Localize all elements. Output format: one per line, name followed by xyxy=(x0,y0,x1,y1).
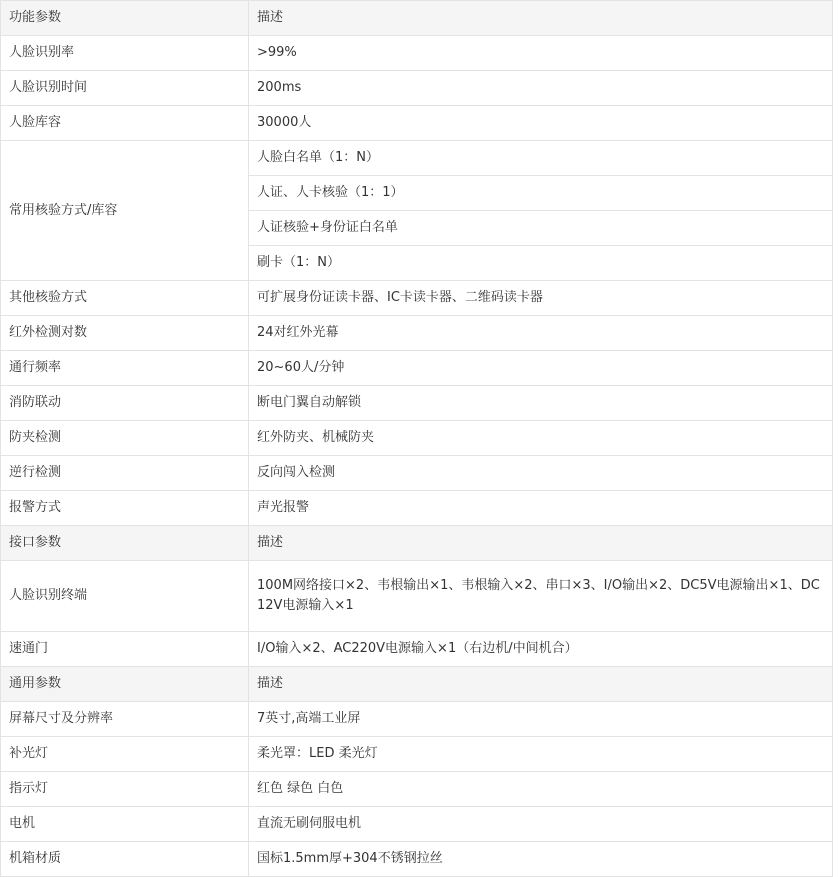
header-cell: 描述 xyxy=(249,667,833,702)
table-row xyxy=(1,351,833,386)
header-cell: 描述 xyxy=(249,1,833,36)
section-header-interface xyxy=(1,526,833,561)
table-row xyxy=(1,386,833,421)
param-label: 指示灯 xyxy=(1,772,249,807)
param-value: 人脸白名单（1：N） xyxy=(249,141,833,176)
table-row xyxy=(1,702,833,737)
header-cell: 描述 xyxy=(249,526,833,561)
param-value: 红外防夹、机械防夹 xyxy=(249,421,833,456)
table-row xyxy=(1,737,833,772)
param-value: 30000人 xyxy=(249,106,833,141)
param-label: 其他核验方式 xyxy=(1,281,249,316)
param-value: 100M网络接口×2、韦根输出×1、韦根输入×2、串口×3、I/O输出×2、DC5V电源输出×1、DC12V电源输入×1 xyxy=(249,561,833,632)
table-row xyxy=(1,36,833,71)
table-row xyxy=(1,316,833,351)
param-value: 人证、人卡核验（1：1） xyxy=(249,176,833,211)
param-label: 消防联动 xyxy=(1,386,249,421)
table-row xyxy=(1,281,833,316)
param-value: >99% xyxy=(249,36,833,71)
param-label: 人脸识别时间 xyxy=(1,71,249,106)
param-value: 声光报警 xyxy=(249,491,833,526)
table-row xyxy=(1,491,833,526)
param-value: 刷卡（1：N） xyxy=(249,246,833,281)
param-label: 通行频率 xyxy=(1,351,249,386)
table-row xyxy=(1,842,833,877)
param-value: 直流无刷伺服电机 xyxy=(249,807,833,842)
param-value: 200ms xyxy=(249,71,833,106)
param-value: 反向闯入检测 xyxy=(249,456,833,491)
param-value: 24对红外光幕 xyxy=(249,316,833,351)
param-label: 人脸识别率 xyxy=(1,36,249,71)
param-label: 防夹检测 xyxy=(1,421,249,456)
param-label: 屏幕尺寸及分辨率 xyxy=(1,702,249,737)
param-label: 红外检测对数 xyxy=(1,316,249,351)
table-row xyxy=(1,421,833,456)
table-row xyxy=(1,71,833,106)
param-label: 电机 xyxy=(1,807,249,842)
param-label: 机箱材质 xyxy=(1,842,249,877)
param-value: 20~60人/分钟 xyxy=(249,351,833,386)
param-value: 人证核验+身份证白名单 xyxy=(249,211,833,246)
param-value: 柔光罩：LED 柔光灯 xyxy=(249,737,833,772)
param-label: 人脸识别终端 xyxy=(1,561,249,632)
table-row xyxy=(1,807,833,842)
section-header-function xyxy=(1,1,833,36)
header-cell: 功能参数 xyxy=(1,1,249,36)
param-label: 补光灯 xyxy=(1,737,249,772)
param-label: 逆行检测 xyxy=(1,456,249,491)
header-cell: 接口参数 xyxy=(1,526,249,561)
section-header-general xyxy=(1,667,833,702)
header-cell: 通用参数 xyxy=(1,667,249,702)
table-row xyxy=(1,456,833,491)
param-label: 速通门 xyxy=(1,632,249,667)
param-value: 可扩展身份证读卡器、IC卡读卡器、二维码读卡器 xyxy=(249,281,833,316)
table-row xyxy=(1,106,833,141)
param-value: 红色 绿色 白色 xyxy=(249,772,833,807)
table-row xyxy=(1,141,833,176)
param-value: 国标1.5mm厚+304不锈钢拉丝 xyxy=(249,842,833,877)
param-label: 报警方式 xyxy=(1,491,249,526)
table-row xyxy=(1,772,833,807)
param-label: 人脸库容 xyxy=(1,106,249,141)
table-row xyxy=(1,632,833,667)
param-value: 断电门翼自动解锁 xyxy=(249,386,833,421)
table-row xyxy=(1,561,833,632)
param-label: 常用核验方式/库容 xyxy=(1,141,249,281)
param-value: I/O输入×2、AC220V电源输入×1（右边机/中间机合） xyxy=(249,632,833,667)
param-value: 7英寸,高端工业屏 xyxy=(249,702,833,737)
